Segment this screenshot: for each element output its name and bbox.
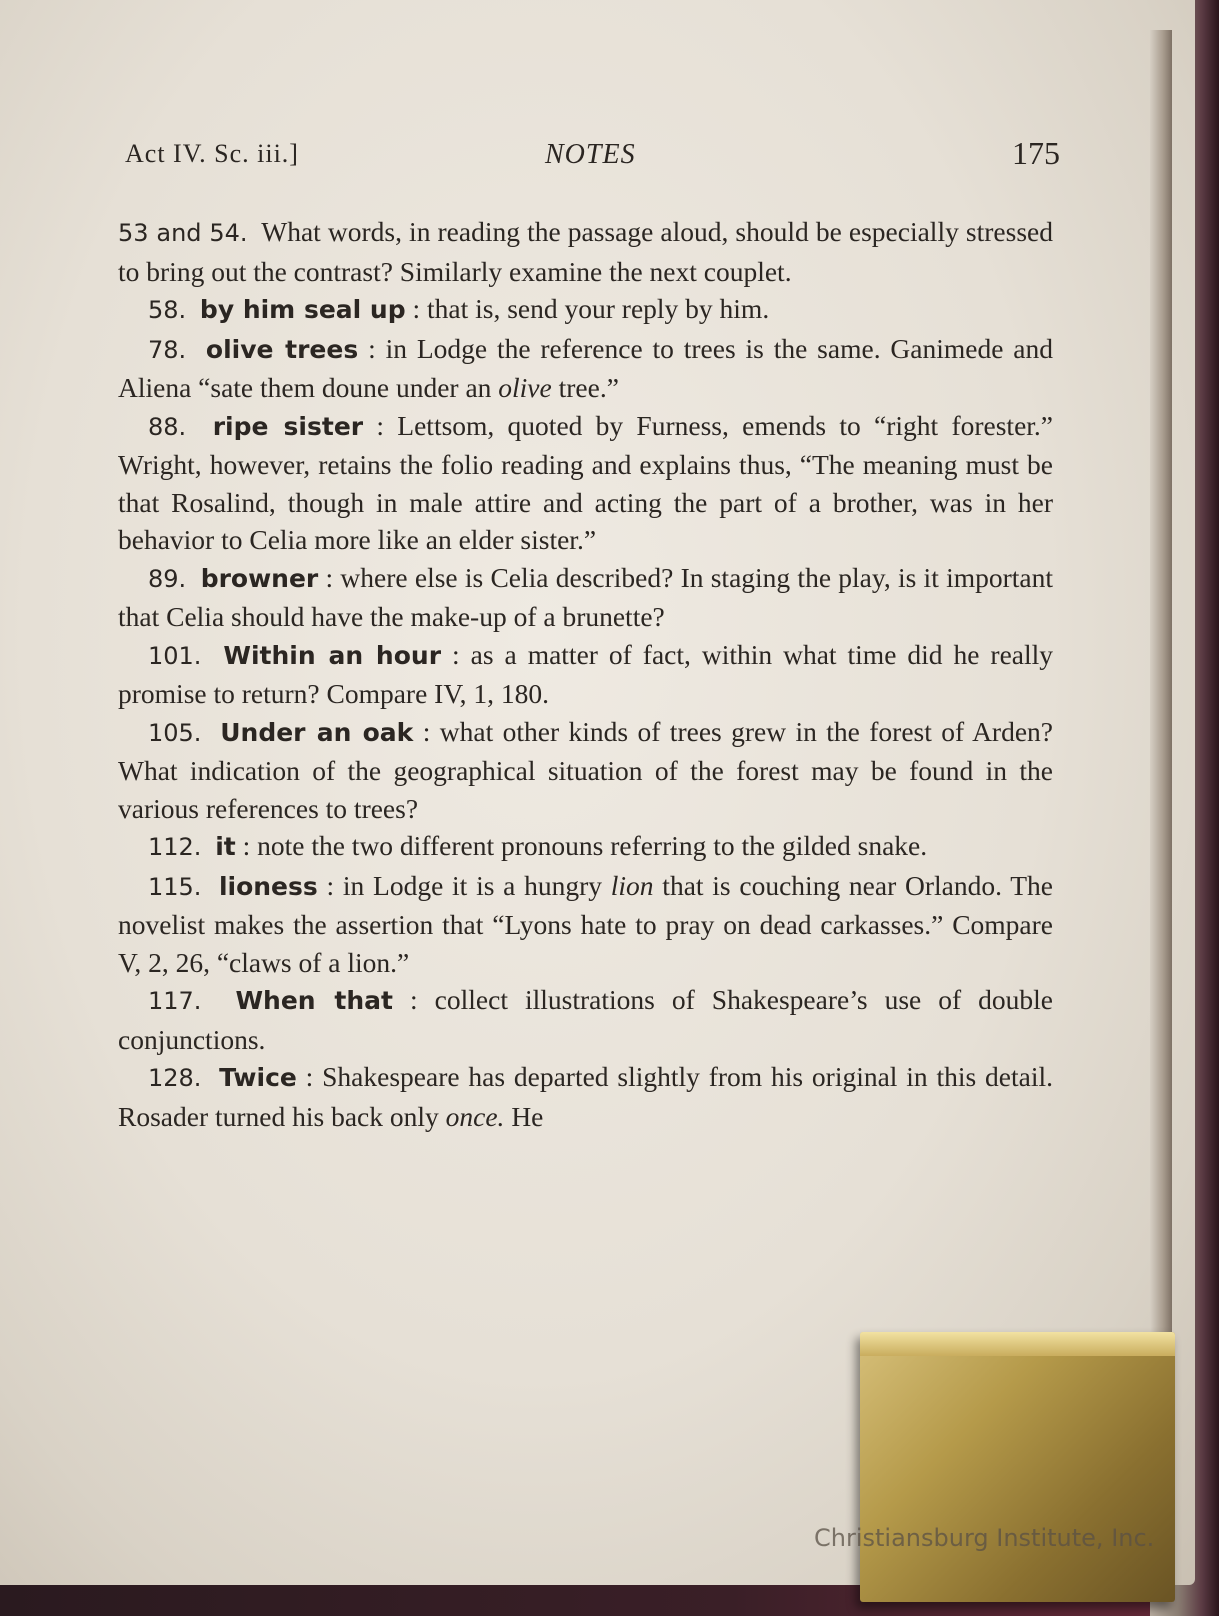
note-text: : in Lodge the reference to trees is the same. Ganimede and Aliena “sate them doune under an [118, 332, 1053, 403]
note-number: 115. [148, 872, 202, 901]
note-number: 105. [148, 718, 202, 747]
note-number: 101. [148, 641, 202, 670]
page-edge-shadow [1150, 30, 1172, 1370]
note-58 [118, 290, 1053, 330]
note-115 [118, 867, 1053, 982]
note-lemma: Within an hour [223, 640, 442, 670]
note-number: 53 and 54. [118, 219, 248, 247]
watermark-text: Christiansburg Institute, Inc. [814, 1524, 1155, 1552]
brass-page-clip [860, 1332, 1175, 1602]
note-number: 117. [148, 987, 202, 1015]
note-text: : in Lodge it is a hungry [326, 869, 611, 901]
note-text: : collect illustrations of Shakespeare’s use of double conjunctions. [118, 984, 1054, 1055]
note-italic-word: once. [445, 1100, 505, 1132]
note-lemma: olive trees [205, 334, 359, 364]
note-105 [118, 713, 1053, 828]
note-text: : what other kinds of trees grew in the forest of Arden? What indication of the geographical situation of the forest may be found in the various references to trees? [118, 715, 1054, 824]
note-53-54 [118, 213, 1053, 290]
note-text: : where else is Celia described? In staging the play, is it important that Celia should have the make-up of a brunette? [118, 561, 1054, 632]
note-text-tail: that is couching near Orlando. The novelist makes the assertion that “Lyons hate to pray on dead carkasses.” Compare V, 2, 26, “claws of a lion.” [118, 869, 1053, 978]
brass-page-clip-edge [860, 1332, 1175, 1356]
note-text: : Lettsom, quoted by Furness, emends to “right forester.” Wright, however, retains the folio reading and explains thus, “The meaning must be that Rosalind, though in male attire and acting the part of a brother, was in her behavior to Celia more like an elder sister.” [118, 409, 1053, 555]
note-text-tail: He [504, 1100, 544, 1132]
note-number: 89. [148, 564, 187, 593]
note-italic-word: olive [498, 372, 552, 403]
note-128 [118, 1058, 1053, 1135]
note-text-tail: tree.” [551, 372, 619, 403]
note-number: 58. [148, 296, 187, 324]
note-number: 128. [148, 1064, 202, 1092]
note-lemma: by him seal up [199, 295, 406, 324]
note-89 [118, 559, 1053, 636]
note-lemma: When that [235, 986, 394, 1015]
note-101 [118, 636, 1053, 713]
note-lemma: lioness [218, 871, 318, 901]
note-text: : that is, send your reply by him. [412, 293, 770, 324]
page-number: 175 [1012, 135, 1060, 171]
note-112 [118, 827, 1053, 867]
running-head [125, 135, 1060, 179]
note-number: 88. [148, 412, 187, 441]
notes-body [118, 213, 1053, 1135]
note-lemma: it [215, 832, 236, 861]
note-78 [118, 330, 1053, 407]
note-117 [118, 981, 1053, 1058]
note-88 [118, 407, 1053, 559]
note-lemma: browner [200, 563, 319, 593]
note-text: : as a matter of fact, within what time did he really promise to return? Compare IV, 1, 180. [118, 638, 1054, 709]
running-head-act-scene: Act IV. Sc. iii.] [125, 139, 299, 168]
note-lemma: ripe sister [212, 411, 364, 441]
note-text: What words, in reading the passage aloud, should be especially stressed to bring out the contrast? Similarly examine the next couplet. [118, 216, 1053, 287]
note-lemma: Twice [219, 1063, 297, 1092]
note-text: : note the two different pronouns referring to the gilded snake. [242, 830, 928, 861]
note-italic-word: lion [610, 869, 654, 901]
note-number: 78. [148, 335, 187, 364]
note-lemma: Under an oak [220, 717, 414, 747]
note-number: 112. [148, 833, 202, 861]
running-head-title: NOTES [545, 139, 636, 170]
note-text: : Shakespeare has departed slightly from his original in this detail. Rosader turned his back only [118, 1061, 1054, 1132]
